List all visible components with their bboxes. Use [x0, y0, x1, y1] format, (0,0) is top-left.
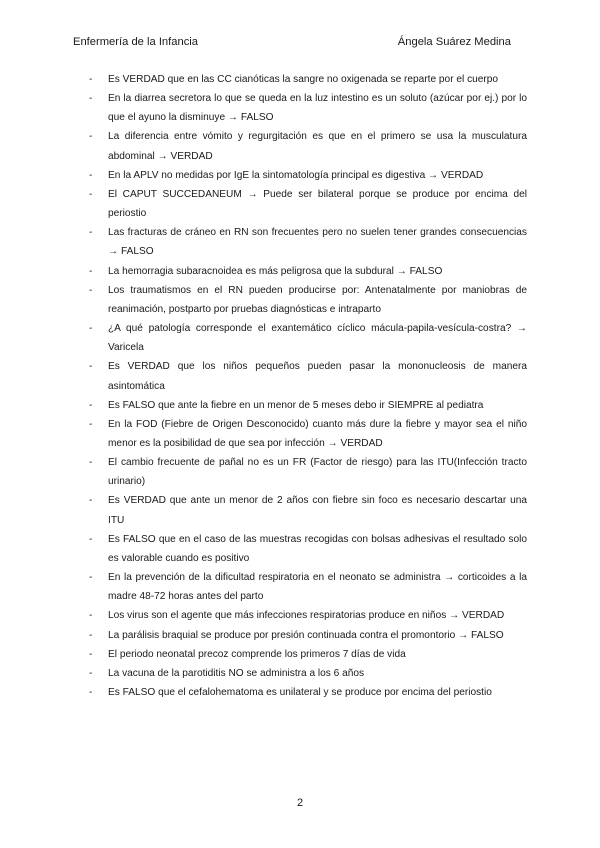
- list-item-text: La vacuna de la parotiditis NO se administra a los 6 años: [108, 667, 365, 679]
- list-item: [89, 223, 527, 261]
- header-author: Ángela Suárez Medina: [397, 36, 511, 48]
- list-item-text: En la prevención de la dificultad respiratoria en el neonato se administra → corticoides a la madre 48-72 horas antes del parto: [108, 572, 527, 603]
- bullet-dash: -: [89, 131, 93, 143]
- bullet-dash: -: [89, 495, 93, 507]
- bullet-dash: -: [89, 533, 93, 545]
- bullet-dash: -: [89, 284, 93, 296]
- bullet-dash: -: [89, 323, 93, 335]
- list-item-text: Es VERDAD que los niños pequeños pueden pasar la mononucleosis de manera asintomática: [108, 361, 527, 392]
- list-item: [89, 89, 527, 127]
- list-item: [89, 396, 527, 415]
- list-item: [89, 70, 527, 89]
- list-item: [89, 415, 527, 453]
- list-item: [89, 491, 527, 529]
- list-item-text: La hemorragia subaracnoidea es más peligrosa que la subdural → FALSO: [108, 265, 443, 277]
- list-item: [89, 357, 527, 395]
- bullet-dash: -: [89, 93, 93, 105]
- list-item: [89, 262, 527, 281]
- list-item-text: Es FALSO que ante la fiebre en un menor de 5 meses debo ir SIEMPRE al pediatra: [108, 399, 484, 411]
- list-item: [89, 683, 527, 702]
- list-item-text: En la APLV no medidas por IgE la sintomatología principal es digestiva → VERDAD: [108, 169, 484, 181]
- bullet-dash: -: [89, 265, 93, 277]
- bullet-dash: -: [89, 399, 93, 411]
- header-title: Enfermería de la Infancia: [73, 36, 198, 48]
- bullet-dash: -: [89, 188, 93, 200]
- list-item: [89, 166, 527, 185]
- list-item: [89, 568, 527, 606]
- list-item: [89, 530, 527, 568]
- list-item: [89, 281, 527, 319]
- list-item: [89, 645, 527, 664]
- list-item-text: Es FALSO que el cefalohematoma es unilateral y se produce por encima del periostio: [108, 687, 492, 698]
- list-item: [89, 319, 527, 357]
- list-item: [89, 664, 527, 683]
- list-item-text: ¿A qué patología corresponde el exantemático cíclico mácula-papila-vesícula-costra? → Varicela: [108, 323, 527, 354]
- list-item-text: El periodo neonatal precoz comprende los primeros 7 días de vida: [108, 648, 406, 660]
- page-header: [73, 36, 511, 52]
- list-item-text: El CAPUT SUCCEDANEUM → Puede ser bilateral porque se produce por encima del periostio: [108, 188, 527, 220]
- list-item-text: Los virus son el agente que más infecciones respiratorias produce en niños → VERDAD: [108, 610, 505, 622]
- list-item-text: En la diarrea secretora lo que se queda en la luz intestino es un soluto (azúcar por ej.) por lo que el ayuno la disminuye → FALSO: [108, 93, 527, 124]
- list-item-text: Es VERDAD que en las CC cianóticas la sangre no oxigenada se reparte por el cuerpo: [108, 74, 499, 85]
- bullet-dash: -: [89, 687, 93, 698]
- list-item: [89, 185, 527, 223]
- list-item-text: Es FALSO que en el caso de las muestras recogidas con bolsas adhesivas el resultado solo es valorable cuando es positivo: [108, 533, 527, 564]
- list-item: [89, 626, 527, 645]
- list-item: [89, 127, 527, 165]
- bullet-dash: -: [89, 361, 93, 373]
- list-item-text: Las fracturas de cráneo en RN son frecuentes pero no suelen tener grandes consecuencias → FALSO: [108, 227, 527, 258]
- bullet-dash: -: [89, 667, 93, 679]
- bullet-dash: -: [89, 572, 93, 584]
- list-item-text: En la FOD (Fiebre de Origen Desconocido) cuanto más dure la fiebre y mayor sea el niño menor es la posibilidad de que sea por infección → VERDAD: [108, 418, 527, 449]
- bullet-dash: -: [89, 457, 93, 469]
- list-item-text: Es VERDAD que ante un menor de 2 años con fiebre sin foco es necesario descartar una ITU: [108, 495, 527, 526]
- bullet-dash: -: [89, 169, 93, 181]
- list-item: [89, 606, 527, 625]
- list-item-text: La parálisis braquial se produce por presión continuada contra el promontorio → FALSO: [108, 629, 504, 641]
- page-number: 2: [296, 797, 304, 809]
- bullet-dash: -: [89, 629, 93, 641]
- bullet-dash: -: [89, 610, 93, 622]
- bullet-dash: -: [89, 227, 93, 239]
- bullet-dash: -: [89, 418, 93, 430]
- bullet-dash: -: [89, 74, 93, 85]
- list-item-text: La diferencia entre vómito y regurgitación es que en el primero se usa la musculatura abdominal → VERDAD: [108, 131, 527, 162]
- list-item-text: Los traumatismos en el RN pueden producirse por: Antenatalmente por maniobras de reanimación, postparto por pruebas diagnósticas e intraparto: [108, 284, 527, 315]
- bullet-dash: -: [89, 648, 93, 660]
- statement-list: [89, 70, 527, 702]
- list-item: [89, 453, 527, 491]
- list-item-text: El cambio frecuente de pañal no es un FR (Factor de riesgo) para las ITU(Infección tracto urinario): [108, 457, 527, 488]
